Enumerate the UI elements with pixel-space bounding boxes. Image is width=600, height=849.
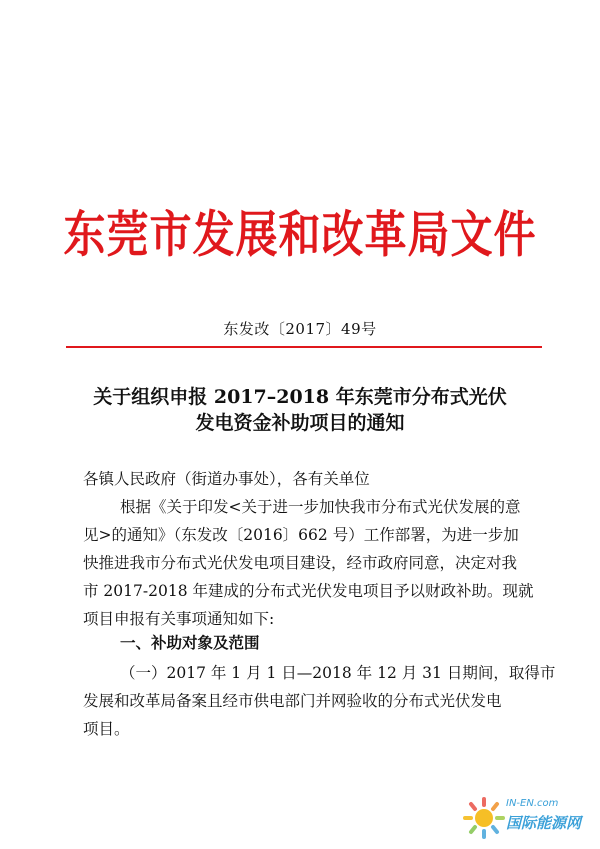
notice-title [60, 384, 540, 436]
document-number: 东发改〔2017〕49号 [223, 320, 377, 338]
watermark [462, 792, 592, 842]
red-divider [66, 346, 542, 348]
watermark-url: IN-EN.com [506, 798, 559, 809]
item-line: 发展和改革局备案且经市供电部门并网验收的分布式光伏发电 [83, 692, 502, 710]
notice-title-line-1: 关于组织申报 2017–2018 年东莞市分布式光伏 [93, 386, 507, 408]
salutation: 各镇人民政府（街道办事处），各有关单位 [83, 470, 370, 488]
paragraph-line: 快推进我市分布式光伏发电项目建设，经市政府同意，决定对我 [83, 554, 518, 572]
item-line: 项目。 [83, 720, 130, 738]
notice-title-line-2: 发电资金补助项目的通知 [195, 412, 405, 434]
watermark-name: 国际能源网 [506, 814, 582, 832]
paragraph-line: 根据《关于印发<关于进一步加快我市分布式光伏发展的意 [120, 498, 521, 516]
paragraph-line: 市 2017-2018 年建成的分布式光伏发电项目予以财政补助。现就 [83, 582, 534, 600]
sun-logo-icon [462, 796, 506, 840]
item-line: （一）2017 年 1 月 1 日—2018 年 12 月 31 日期间，取得市 [120, 664, 556, 682]
document-header-title: 东莞市发展和改革局文件 [63, 205, 537, 264]
section-heading: 一、补助对象及范围 [120, 634, 260, 652]
paragraph-line: 项目申报有关事项通知如下: [83, 610, 275, 628]
paragraph-line: 见>的通知》（东发改〔2016〕662 号）工作部署，为进一步加 [83, 526, 519, 544]
